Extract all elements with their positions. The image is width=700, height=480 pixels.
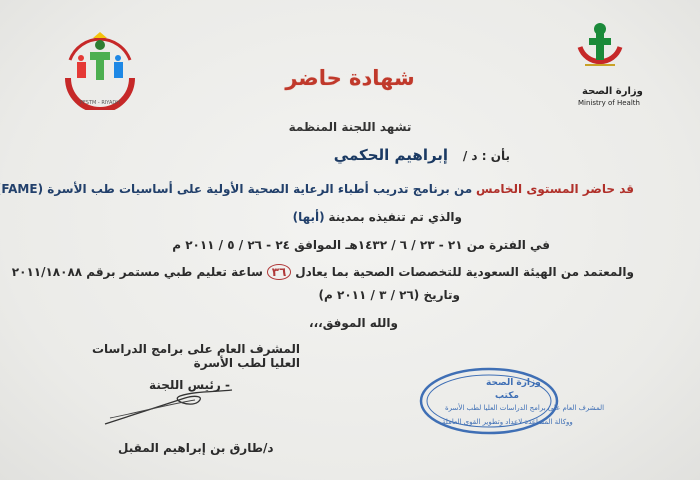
- period-line: في الفترة من ٢١ - ٢٣ / ٦ / ١٤٣٢هـ الموافق ٢٤ - ٢٦ / ٥ / ٢٠١١ م: [172, 238, 550, 252]
- accreditation-date: وتاريخ (٢٦ / ٣ / ٢٠١١ م): [318, 288, 460, 302]
- cme-number: ساعة تعليم طبي مستمر برقم ٢٠١١/١٨٠٨٨: [11, 265, 263, 279]
- ministry-name-english: Ministry of Health: [578, 99, 640, 107]
- stamp-ministry: وزارة الصحة: [486, 378, 541, 388]
- signer-name: د/طارق بن إبراهيم المقبل: [118, 441, 274, 455]
- name-prefix: بأن : د /: [462, 149, 510, 163]
- program-name: من برنامج تدريب أطباء الرعاية الصحية الأولية على أساسيات طب الأسرة (FAME: [1, 182, 473, 196]
- closing-text: والله الموفق،،،: [309, 316, 398, 330]
- attendance-level: قد حاضر المستوى الخامس: [476, 182, 634, 196]
- accreditation-line: [12, 264, 634, 280]
- signer-role-2: - رئيس اللجنة: [149, 378, 230, 392]
- city-text: والذي تم تنفيذه بمدينة: [328, 210, 462, 224]
- handwritten-signature: [100, 388, 240, 432]
- certificate-subtitle: تشهد اللجنة المنظمة: [288, 120, 412, 134]
- accreditation-text: والمعتمد من الهيئة السعودية للتخصصات الصحية بما يعادل: [295, 265, 634, 279]
- signature-block: [70, 342, 300, 392]
- recipient-row: [334, 146, 510, 164]
- city-name: (أبها): [292, 210, 325, 224]
- left-logo-caption: PFSTM - RIYADH: [80, 100, 120, 106]
- cme-hours: ٣٦: [267, 264, 292, 280]
- stamp-line-2: ووكالة المساعدة لاعداد وتطوير القوى العاملة: [442, 418, 573, 426]
- signer-role-1: المشرف العام على برامج الدراسات العليا لطب الأسرة: [91, 342, 300, 370]
- stamp-line-1: المشرف العام على برامج الدراسات العليا لطب الأسرة: [445, 404, 605, 412]
- attendance-line: [0, 182, 634, 196]
- ministry-name-arabic: وزارة الصحة: [582, 86, 643, 97]
- recipient-name: إبراهيم الحكمي: [333, 146, 449, 164]
- certificate-title: شهادة حاضر: [285, 66, 415, 90]
- city-line: [293, 210, 462, 224]
- stamp-office: مكتب: [495, 391, 520, 401]
